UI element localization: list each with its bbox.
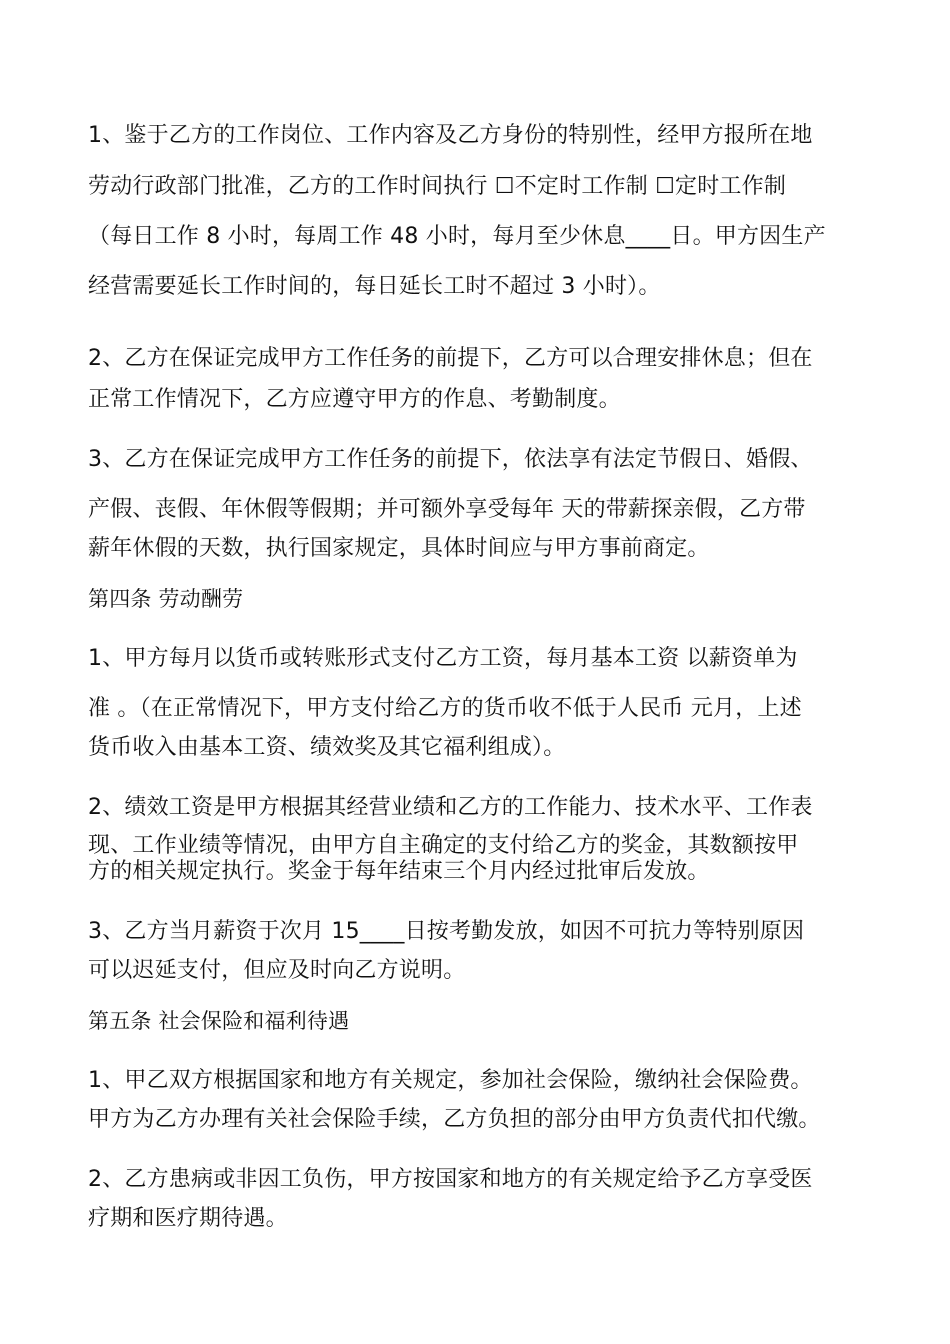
section-4-heading: 第四条 劳动酬劳 xyxy=(88,587,244,611)
clause-3-1-line-2: 劳动行政部门批准，乙方的工作时间执行 ☐不定时工作制 ☐定时工作制 xyxy=(88,174,787,199)
clause-4-2-line-2: 现、工作业绩等情况，由甲方自主确定的支付给乙方的奖金，其数额按甲 xyxy=(88,833,799,858)
clause-3-3-line-3: 薪年休假的天数，执行国家规定，具体时间应与甲方事前商定。 xyxy=(88,536,710,561)
clause-3-1-line-1: 1、鉴于乙方的工作岗位、工作内容及乙方身份的特别性，经甲方报所在地 xyxy=(88,123,813,148)
clause-4-1-line-3: 货币收入由基本工资、绩效奖及其它福利组成）。 xyxy=(88,735,566,760)
clause-4-3-line-2: 可以迟延支付，但应及时向乙方说明。 xyxy=(88,958,466,983)
clause-3-3-line-2: 产假、丧假、年休假等假期；并可额外享受每年 天的带薪探亲假，乙方带 xyxy=(88,497,806,522)
clause-5-1-line-2: 甲方为乙方办理有关社会保险手续，乙方负担的部分由甲方负责代扣代缴。 xyxy=(88,1107,821,1132)
section-5-heading: 第五条 社会保险和福利待遇 xyxy=(88,1009,350,1033)
clause-5-2-line-1: 2、乙方患病或非因工负伤，甲方按国家和地方的有关规定给予乙方享受医 xyxy=(88,1167,813,1192)
clause-4-3-line-1: 3、乙方当月薪资于次月 15____日按考勤发放，如因不可抗力等特别原因 xyxy=(88,919,805,944)
clause-5-2-line-2: 疗期和医疗期待遇。 xyxy=(88,1206,288,1231)
clause-3-2-line-2: 正常工作情况下，乙方应遵守甲方的作息、考勤制度。 xyxy=(88,387,621,412)
clause-4-2-line-1: 2、绩效工资是甲方根据其经营业绩和乙方的工作能力、技术水平、工作表 xyxy=(88,795,813,820)
clause-4-1-line-2: 准 。（在正常情况下，甲方支付给乙方的货币收不低于人民币 元月，上述 xyxy=(88,696,802,721)
clause-3-1-line-3: （每日工作 8 小时，每周工作 48 小时，每月至少休息____日。甲方因生产 xyxy=(88,224,826,249)
clause-4-1-line-1: 1、甲方每月以货币或转账形式支付乙方工资，每月基本工资 以薪资单为 xyxy=(88,646,798,671)
clause-3-3-line-1: 3、乙方在保证完成甲方工作任务的前提下，依法享有法定节假日、婚假、 xyxy=(88,447,813,472)
clause-4-2-line-3: 方的相关规定执行。奖金于每年结束三个月内经过批审后发放。 xyxy=(88,859,710,884)
clause-3-1-line-4: 经营需要延长工作时间的，每日延长工时不超过 3 小时）。 xyxy=(88,274,661,299)
clause-3-2-line-1: 2、乙方在保证完成甲方工作任务的前提下，乙方可以合理安排休息；但在 xyxy=(88,346,813,371)
clause-5-1-line-1: 1、甲乙双方根据国家和地方有关规定，参加社会保险，缴纳社会保险费。 xyxy=(88,1068,813,1093)
